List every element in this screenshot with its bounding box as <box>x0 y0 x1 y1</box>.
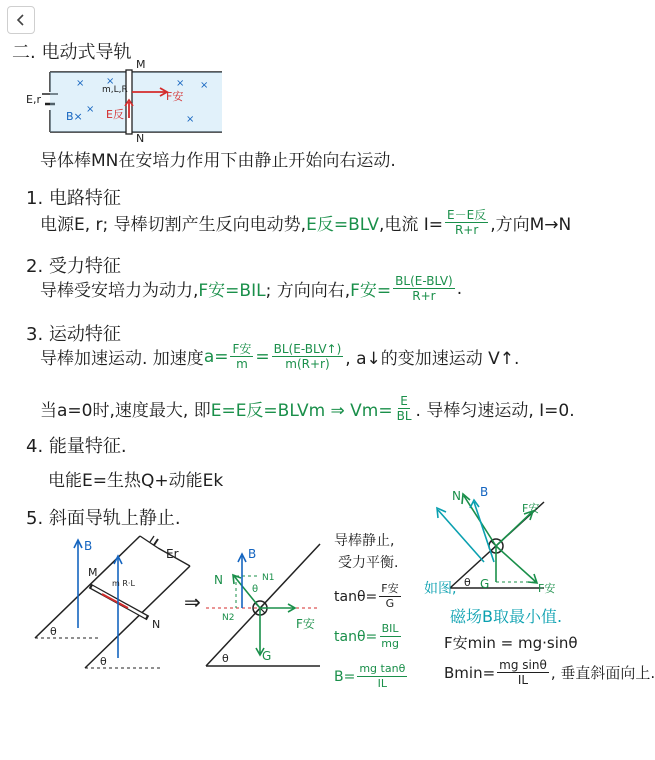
d2-N1: N1 <box>262 573 275 583</box>
s1-t3: ,电流 I= <box>378 215 444 235</box>
d-theta2: θ <box>100 655 107 668</box>
incline-rail-figure <box>30 528 200 678</box>
d2-theta2: θ <box>222 652 229 665</box>
s4-t1: 电能E=生热Q+动能Ek <box>48 471 224 491</box>
d2-F: F安 <box>296 617 315 631</box>
d2-B: B <box>248 547 257 561</box>
d2-N: N <box>214 573 223 587</box>
s4-heading: 4. 能量特征. <box>26 436 127 457</box>
ruyi-label: 如图, <box>424 581 457 597</box>
s5-f3: B= $\frac{\text{mg tanθ}}{IL}$ <box>334 662 406 690</box>
d-mRL: m R·L <box>112 579 135 588</box>
label-M: M <box>136 58 146 71</box>
s3-heading: 3. 运动特征 <box>26 324 121 345</box>
s3-line2 <box>40 394 575 423</box>
s3-frac2: $\frac{\text{BL(E-BLV↑)}}{m(R+r)}$ <box>273 342 342 371</box>
d-N: N <box>152 618 161 631</box>
d2-G: G <box>262 649 272 663</box>
chevron-left-icon <box>15 13 27 27</box>
s3-line1 <box>40 342 519 371</box>
s5-note1: 导棒静止, <box>334 533 395 549</box>
label-E: E反 <box>106 108 124 121</box>
d3-G: G <box>480 577 490 591</box>
s1-t1: 电源E, r; 导棒切割产生反向电动势, <box>40 215 307 235</box>
rail-circuit-figure <box>26 58 226 144</box>
s1-t2: E反=BLV <box>306 215 379 235</box>
cross-4: × <box>200 80 209 91</box>
cross-2: × <box>106 76 115 87</box>
d-M: M <box>88 566 98 579</box>
d3-F2: F安 <box>538 582 556 595</box>
implies-arrow: ⇒ <box>184 590 201 614</box>
label-N: N <box>136 132 145 145</box>
label-Er: E,r <box>26 93 41 106</box>
s2-t2: F安=BIL <box>198 281 266 301</box>
d3-F1: F安 <box>522 502 540 515</box>
back-button[interactable] <box>7 6 35 34</box>
s5-f2: tanθ= $\frac{\text{BIL}}{mg}$ <box>334 622 399 650</box>
min-field-note: 磁场B取最小值. <box>450 607 563 626</box>
d3-theta: θ <box>464 576 471 589</box>
bmin-formula: Bmin= $\frac{\text{mg sinθ}}{IL}$ , 垂直斜面向上. <box>444 658 655 687</box>
d-B: B <box>84 539 93 553</box>
label-B: B× <box>66 110 83 123</box>
force-diagram <box>202 536 332 672</box>
page-title: 二. 电动式导轨 <box>12 42 132 63</box>
label-mLR: m,L,R <box>102 85 128 95</box>
s3-t3: , a↓的变加速运动 V↑. <box>345 349 520 369</box>
cross-6: × <box>86 104 95 115</box>
cross-5: × <box>186 114 195 125</box>
s1-t4: ,方向M→N <box>490 215 572 235</box>
s5-note2: 受力平衡. <box>338 555 399 571</box>
s5-heading: 5. 斜面导轨上静止. <box>26 508 181 529</box>
d3-N: N <box>452 489 461 503</box>
s2-t3: ; 方向向右, <box>265 281 351 301</box>
cross-1: × <box>76 78 85 89</box>
s2-t5: . <box>456 278 463 299</box>
s3-eq: = <box>255 346 270 367</box>
d3-B: B <box>480 485 489 499</box>
d-theta1: θ <box>50 625 57 638</box>
s3-l2b: E=E反=BLVm ⇒ Vm= <box>210 401 393 421</box>
s3-t2: a= <box>203 346 229 367</box>
s2-t4: F安= <box>350 281 392 301</box>
s2-t1: 导棒受安培力为动力, <box>40 281 199 301</box>
d2-theta: θ <box>252 584 259 595</box>
s2-line <box>40 274 462 303</box>
s3-l2a: 当a=0时,速度最大, 即 <box>40 401 211 421</box>
intro-text: 导体棒MN在安培力作用下由静止开始向右运动. <box>40 151 396 171</box>
s5-f1: tanθ= $\frac{\text{F安}}{G}$ <box>334 582 399 610</box>
s3-frac3: $\frac{E}{BL}$ <box>396 394 412 423</box>
s3-l2c: . 导棒匀速运动, I=0. <box>415 401 575 421</box>
s1-heading: 1. 电路特征 <box>26 188 121 209</box>
d2-N2: N2 <box>222 613 235 623</box>
s2-heading: 2. 受力特征 <box>26 256 121 277</box>
s1-frac: $\frac{\text{E－E反}}{R+r}$ <box>447 208 487 237</box>
cross-3: × <box>176 78 185 89</box>
d-Er: Er <box>166 547 179 561</box>
label-F: F安 <box>166 90 184 103</box>
s1-line <box>40 208 571 237</box>
s3-frac1: $\frac{\text{F安}}{m}$ <box>232 342 252 371</box>
s2-frac: $\frac{\text{BL(E-BLV)}}{R+r}$ <box>395 274 453 303</box>
fmin-formula: F安min = mg·sinθ <box>444 634 578 652</box>
s3-t1: 导棒加速运动. 加速度 <box>40 349 204 369</box>
